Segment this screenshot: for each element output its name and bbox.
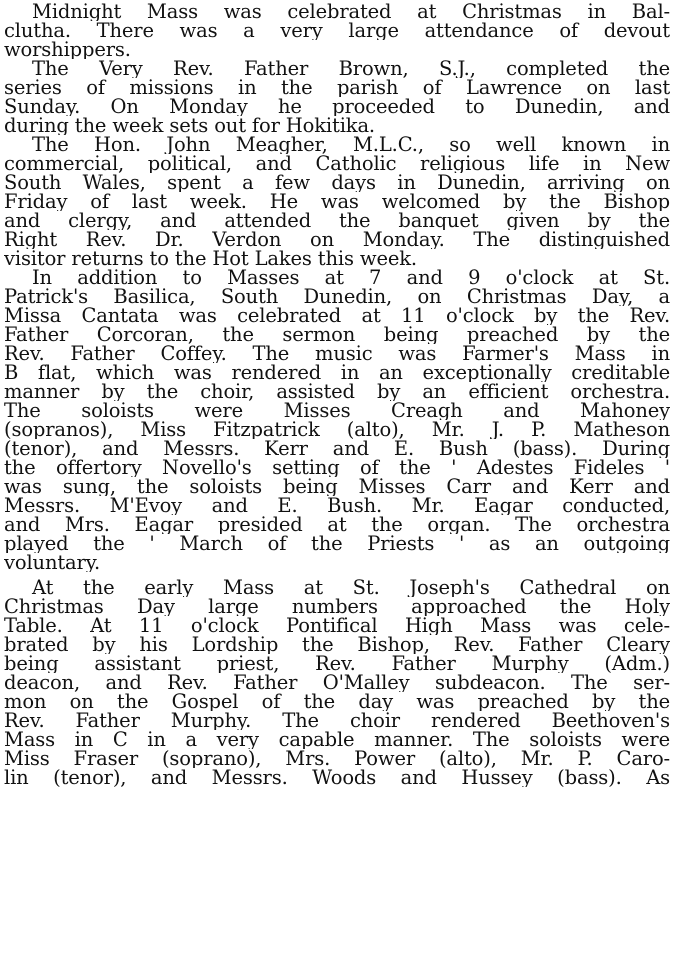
text-line: being assistant priest, Rev. Father Murphy (Adm.) xyxy=(4,654,670,673)
text-line: In addition to Masses at 7 and 9 o'clock at St. xyxy=(32,268,670,287)
text-line: Midnight Mass was celebrated at Christmas in Bal- xyxy=(32,2,670,21)
text-line: At the early Mass at St. Joseph's Cathedral on xyxy=(32,578,670,597)
text-line: mon on the Gospel of the day was preached by the xyxy=(4,692,670,711)
text-line: (tenor), and Messrs. Kerr and E. Bush (bass). During xyxy=(4,439,670,458)
paragraph-st-josephs-cathedral xyxy=(4,578,670,787)
text-line: clutha. There was a very large attendance of devout xyxy=(4,21,670,40)
text-line: played the ' March of the Priests ' as an outgoing xyxy=(4,534,670,553)
text-line: the offertory Novello's setting of the ' Adestes Fideles ' xyxy=(4,458,670,477)
text-line: was sung, the soloists being Misses Carr and Kerr and xyxy=(4,477,670,496)
paragraph-father-brown xyxy=(4,59,670,135)
text-line: South Wales, spent a few days in Dunedin, arriving on xyxy=(4,173,670,192)
text-line: Father Corcoran, the sermon being preached by the xyxy=(4,325,670,344)
text-line: series of missions in the parish of Lawrence on last xyxy=(4,78,670,97)
text-line: worshippers. xyxy=(4,40,131,59)
text-line: Mass in C in a very capable manner. The soloists were xyxy=(4,730,670,749)
text-line: Messrs. M'Evoy and E. Bush. Mr. Eagar conducted, xyxy=(4,496,670,515)
text-line: during the week sets out for Hokitika. xyxy=(4,116,375,135)
paragraph-midnight-mass xyxy=(4,2,670,59)
text-line: deacon, and Rev. Father O'Malley subdeacon. The ser- xyxy=(4,673,670,692)
text-line: and Mrs. Eagar presided at the organ. The orchestra xyxy=(4,515,670,534)
text-line: manner by the choir, assisted by an efficient orchestra. xyxy=(4,382,670,401)
text-line: Sunday. On Monday he proceeded to Dunedin, and xyxy=(4,97,670,116)
text-line: and clergy, and attended the banquet given by the xyxy=(4,211,670,230)
text-line: Friday of last week. He was welcomed by the Bishop xyxy=(4,192,670,211)
text-line: commercial, political, and Catholic religious life in New xyxy=(4,154,670,173)
text-line: visitor returns to the Hot Lakes this week. xyxy=(4,249,417,268)
text-line: brated by his Lordship the Bishop, Rev. Father Cleary xyxy=(4,635,670,654)
text-line: Christmas Day large numbers approached the Holy xyxy=(4,597,670,616)
text-line: Rev. Father Coffey. The music was Farmer's Mass in xyxy=(4,344,670,363)
text-line: The Hon. John Meagher, M.L.C., so well known in xyxy=(32,135,670,154)
paragraph-st-patricks-basilica xyxy=(4,268,670,572)
text-line: B flat, which was rendered in an exceptionally creditable xyxy=(4,363,670,382)
text-line: The Very Rev. Father Brown, S.J., completed the xyxy=(32,59,670,78)
text-line: Missa Cantata was celebrated at 11 o'clock by the Rev. xyxy=(4,306,670,325)
text-line: lin (tenor), and Messrs. Woods and Hussey (bass). As xyxy=(4,768,670,787)
text-line: Rev. Father Murphy. The choir rendered Beethoven's xyxy=(4,711,670,730)
text-line: Table. At 11 o'clock Pontifical High Mass was cele- xyxy=(4,616,670,635)
text-line: Right Rev. Dr. Verdon on Monday. The distinguished xyxy=(4,230,670,249)
text-line: The soloists were Misses Creagh and Mahoney xyxy=(4,401,670,420)
text-line: Patrick's Basilica, South Dunedin, on Christmas Day, a xyxy=(4,287,670,306)
text-line: Miss Fraser (soprano), Mrs. Power (alto), Mr. P. Caro- xyxy=(4,749,670,768)
text-line: voluntary. xyxy=(4,553,101,572)
paragraph-john-meagher xyxy=(4,135,670,268)
text-line: (sopranos), Miss Fitzpatrick (alto), Mr. J. P. Matheson xyxy=(4,420,670,439)
